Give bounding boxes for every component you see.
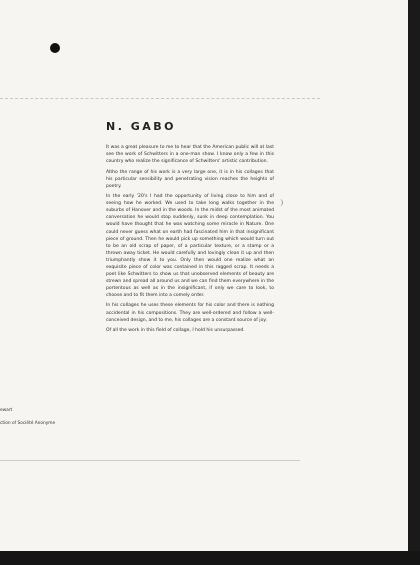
paragraph: Of all the work in this field of collage, I hold his unsurpassed. [106,328,245,334]
fold-line-top [0,98,320,99]
paragraph: It was a great pleasure to me to hear that the American public will at last see the work of Schwitters in a one-man show. I know only a few in this country who realize the significance of Schwitters' artistic contribution. [106,145,274,165]
fold-line-bottom [0,460,300,461]
paragraph: In the early '20's I had the opportunity of living close to him and of seeing how he worked. We used to take long walks together in the suburbs of Hanover and in the woods. In the midst of the most animated conversation he would stop suddenly, sunk in deep contemplation. You would have thought that he was watching some miracle in Nature. One could never guess what on earth had fascinated him in that insignificant piece of ground. Then he would pick up something which would turn out to be an old scrap of paper, of a particular texture, or a stamp or a thrown away ticket. He would carefully and lovingly clean it up and then triumphantly show it to you. Only then would one realize what an exquisite piece of color was contained in this ragged scrap. It needs a poet like Schwitters to show us that unobserved elements of beauty are strewn and spread all around us and we can find them everywhere in the portentous as well as in the insignificant, if only we care to look, to choose and to fit them into a comely order. [106,194,274,298]
document-title: N. GABO [106,120,176,133]
paragraph: Altho the range of his work is a very large one, it is in his collages that his particular sensibility and penetrating vision reaches the heights of poetry. [106,169,274,189]
margin-note: ewart [0,408,13,413]
paragraph: In his collages he uses these elements for his color and there is nothing accidental in his compositions. They are well-ordered and follow a well-conceived design, and to me, his collages are a constant source of joy. [106,303,274,323]
punch-hole [50,43,60,53]
margin-note: ction of Société Anonyme [0,421,56,426]
pencil-mark [276,199,283,206]
background-edge-right [408,0,420,565]
background-edge-bottom [0,551,420,565]
document-body [106,144,274,338]
